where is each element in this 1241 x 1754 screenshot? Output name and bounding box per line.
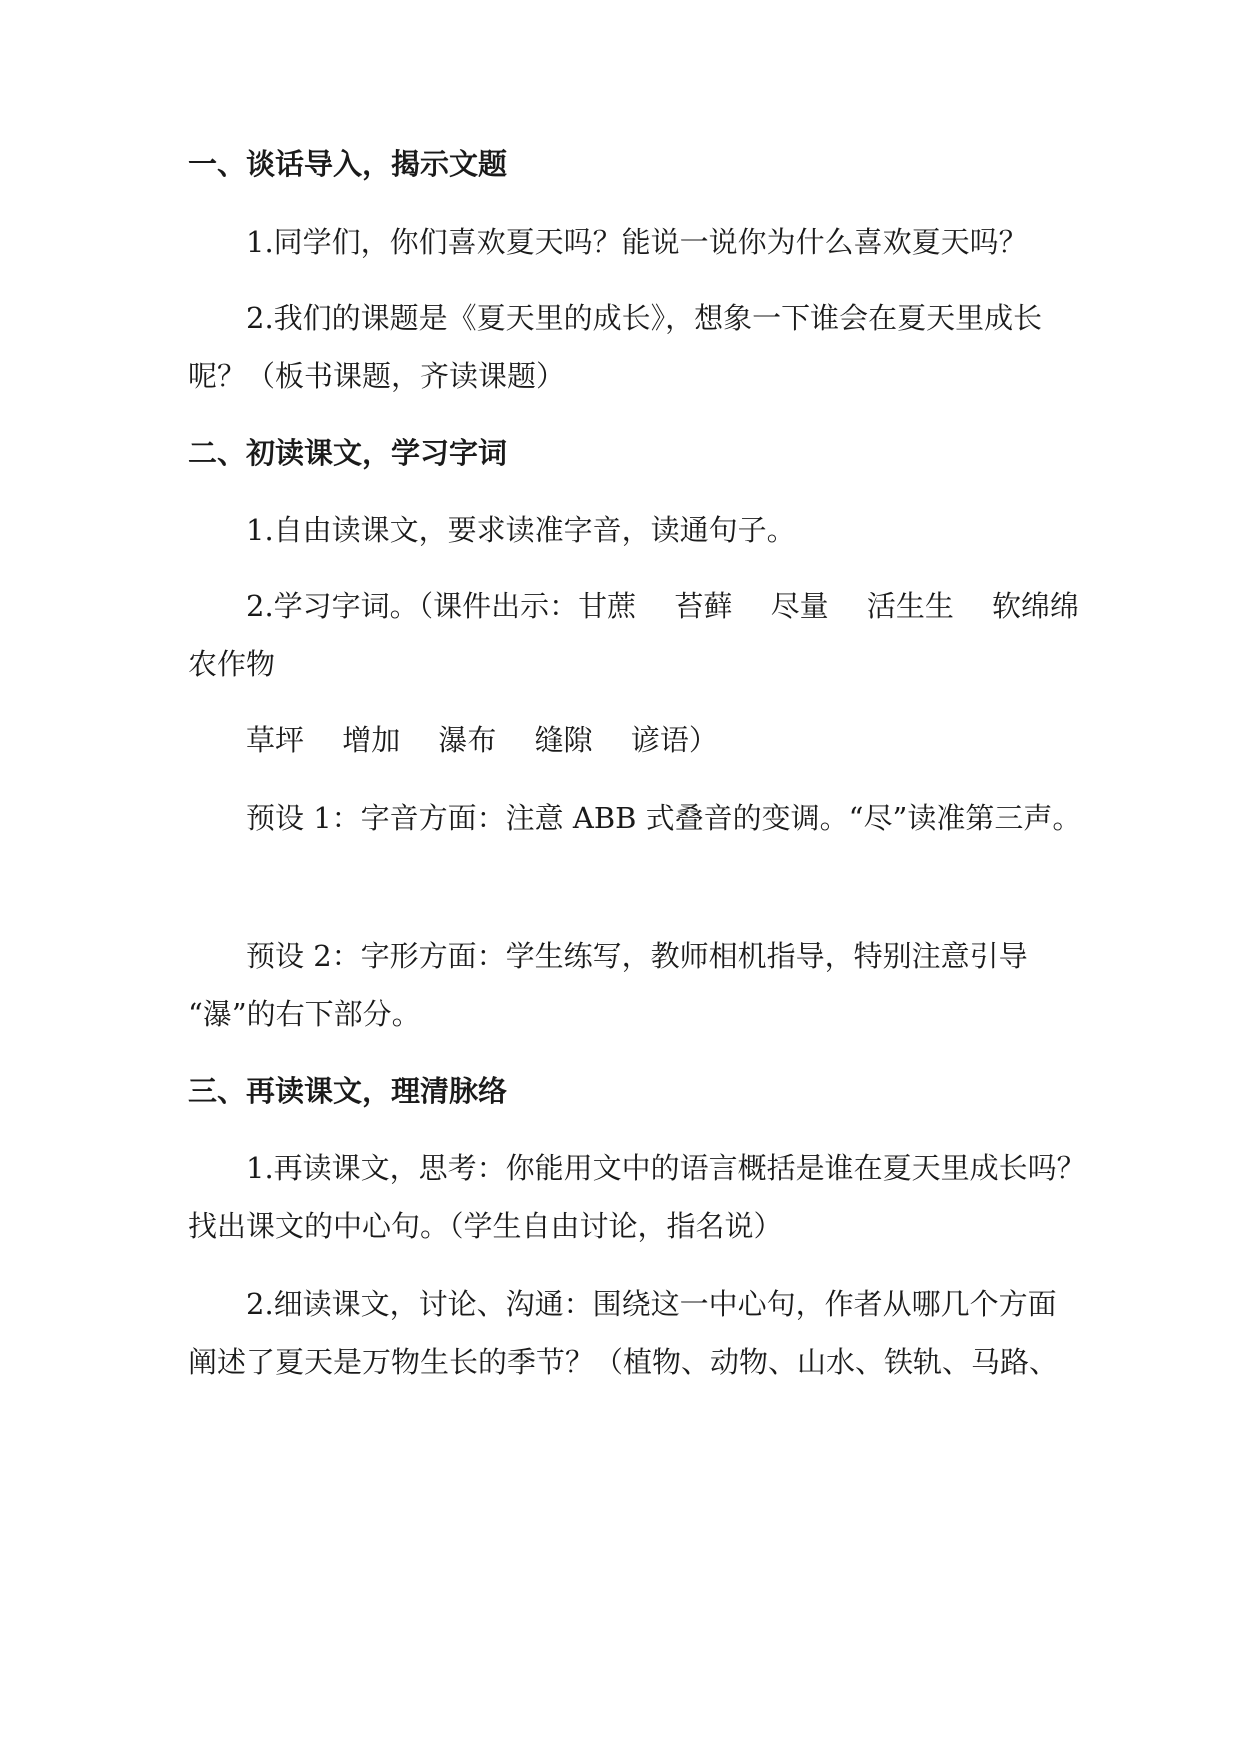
paragraph-line: 阐述了夏天是万物生长的季节？（植物、动物、山水、铁轨、马路、 xyxy=(188,1345,1059,1379)
paragraph-line: 预设 2：字形方面：学生练写，教师相机指导，特别注意引导 xyxy=(246,939,1028,973)
paragraph-line: “瀑”的右下部分。 xyxy=(188,997,421,1031)
paragraph-line: 找出课文的中心句。（学生自由讨论，指名说） xyxy=(188,1209,783,1243)
paragraph-line: 1.自由读课文，要求读准字音，读通句子。 xyxy=(246,513,796,547)
section-heading-2: 二、初读课文，学习字词 xyxy=(188,436,508,470)
paragraph-line: 2.我们的课题是《夏天里的成长》，想象一下谁会在夏天里成长 xyxy=(246,301,1043,335)
paragraph-line: 2.细读课文，讨论、沟通：围绕这一中心句，作者从哪几个方面 xyxy=(246,1287,1057,1321)
paragraph-line: 1.同学们，你们喜欢夏天吗？能说一说你为什么喜欢夏天吗？ xyxy=(246,225,1028,259)
section-heading-3: 三、再读课文，理清脉络 xyxy=(188,1074,508,1108)
paragraph-line: 预设 1：字音方面：注意 ABB 式叠音的变调。“尽”读准第三声。 xyxy=(246,801,1082,835)
paragraph-line: 1.再读课文，思考：你能用文中的语言概括是谁在夏天里成长吗？ xyxy=(246,1151,1086,1185)
paragraph-line: 草坪 增加 瀑布 缝隙 谚语） xyxy=(246,723,718,757)
section-heading-1: 一、谈话导入，揭示文题 xyxy=(188,147,508,181)
paragraph-line: 呢？（板书课题，齐读课题） xyxy=(188,359,566,393)
paragraph-line: 农作物 xyxy=(188,647,276,681)
paragraph-line: 2.学习字词。（课件出示：甘蔗 苔藓 尽量 活生生 软绵绵 xyxy=(246,589,1080,623)
